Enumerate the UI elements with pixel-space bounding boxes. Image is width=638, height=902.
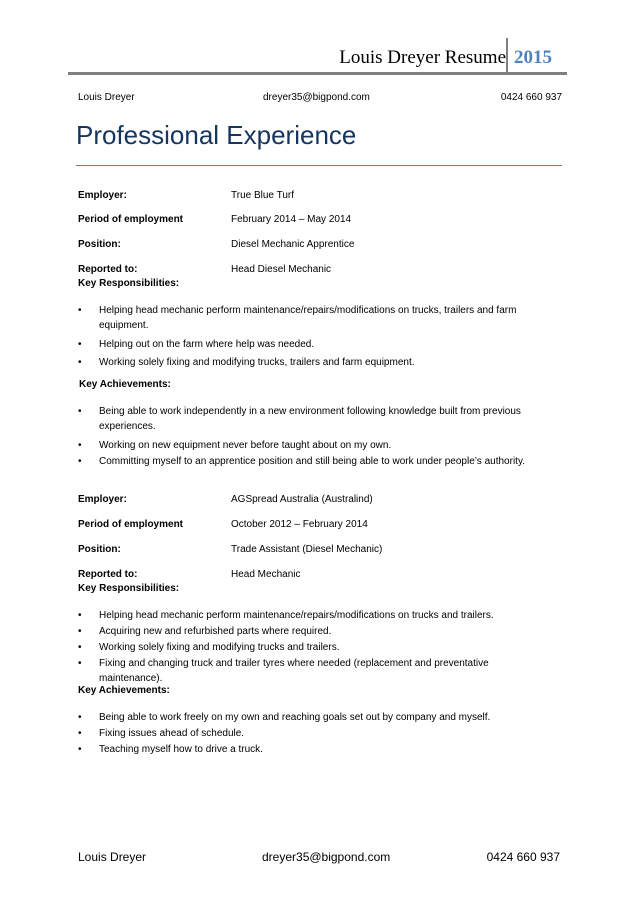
- reported-value: Head Mechanic: [231, 569, 301, 580]
- list-item: • Being able to work independently in a new environment following knowledge built from previous experiences.: [78, 406, 521, 432]
- bullet-icon: •: [78, 712, 82, 723]
- contact-phone: 0424 660 937: [500, 92, 562, 103]
- reported-label: Reported to:: [78, 264, 138, 275]
- employer-label: Employer:: [78, 494, 127, 505]
- footer-phone: 0424 660 937: [486, 850, 560, 864]
- footer-email[interactable]: dreyer35@bigpond.com: [262, 850, 391, 864]
- period-label: Period of employment: [78, 214, 184, 225]
- bullet-icon: •: [78, 728, 82, 739]
- resume-year: 2015: [514, 47, 552, 68]
- list-item: • Acquiring new and refurbished parts where required.: [78, 626, 332, 637]
- responsibilities-label: Key Responsibilities:: [78, 278, 180, 289]
- responsibilities-list: [78, 608, 552, 686]
- list-item: • Working solely fixing and modifying trucks, trailers and farm equipment.: [78, 357, 415, 368]
- bullet-icon: •: [78, 642, 82, 653]
- bullet-icon: •: [78, 339, 82, 350]
- achievements-list: [78, 710, 552, 757]
- position-value: Trade Assistant (Diesel Mechanic): [231, 544, 383, 555]
- period-value: October 2012 – February 2014: [231, 519, 368, 530]
- contact-email[interactable]: dreyer35@bigpond.com: [263, 92, 370, 103]
- contact-name: Louis Dreyer: [78, 92, 135, 103]
- list-item: • Committing myself to an apprentice position and still being able to work under people’s authority.: [78, 456, 525, 467]
- bullet-icon: •: [78, 406, 82, 417]
- footer-name: Louis Dreyer: [78, 850, 147, 864]
- list-item: • Teaching myself how to drive a truck.: [78, 744, 263, 755]
- period-value: February 2014 – May 2014: [231, 214, 352, 225]
- bullet-icon: •: [78, 456, 82, 467]
- list-item: • Working on new equipment never before taught about on my own.: [78, 440, 392, 451]
- bullet-icon: •: [78, 357, 82, 368]
- list-item: • Helping out on the farm where help was needed.: [78, 339, 315, 350]
- resume-title: Louis Dreyer Resume: [339, 47, 506, 68]
- period-label: Period of employment: [78, 519, 184, 530]
- achievements-list: [78, 404, 552, 469]
- bullet-icon: •: [78, 305, 82, 316]
- achievements-label: Key Achievements:: [79, 379, 171, 390]
- responsibilities-label: Key Responsibilities:: [78, 583, 180, 594]
- list-item: • Helping head mechanic perform maintenance/repairs/modifications on trucks, trailers and farm equipment.: [78, 305, 517, 331]
- bullet-icon: •: [78, 626, 82, 637]
- employer-label: Employer:: [78, 190, 127, 201]
- section-rule: [76, 165, 562, 166]
- position-value: Diesel Mechanic Apprentice: [231, 239, 355, 250]
- bullet-icon: •: [78, 440, 82, 451]
- list-item: • Fixing and changing truck and trailer tyres where needed (replacement and preventative maintenance).: [78, 658, 489, 684]
- bullet-icon: •: [78, 610, 82, 621]
- employer-value: AGSpread Australia (Australind): [231, 494, 373, 505]
- list-item: • Being able to work freely on my own and reaching goals set out by company and myself.: [78, 712, 491, 723]
- list-item: • Fixing issues ahead of schedule.: [78, 728, 245, 739]
- bullet-icon: •: [78, 658, 82, 669]
- reported-value: Head Diesel Mechanic: [231, 264, 332, 275]
- position-label: Position:: [78, 239, 121, 250]
- position-label: Position:: [78, 544, 121, 555]
- header-rule: [68, 72, 567, 75]
- header-divider: [506, 38, 508, 74]
- bullet-icon: •: [78, 744, 82, 755]
- list-item: • Helping head mechanic perform maintenance/repairs/modifications on trucks and trailers.: [78, 610, 494, 621]
- employer-value: True Blue Turf: [231, 190, 294, 201]
- list-item: • Working solely fixing and modifying trucks and trailers.: [78, 642, 340, 653]
- responsibilities-list: [78, 303, 552, 370]
- section-heading: Professional Experience: [76, 120, 357, 150]
- achievements-label: Key Achievements:: [78, 685, 170, 696]
- reported-label: Reported to:: [78, 569, 138, 580]
